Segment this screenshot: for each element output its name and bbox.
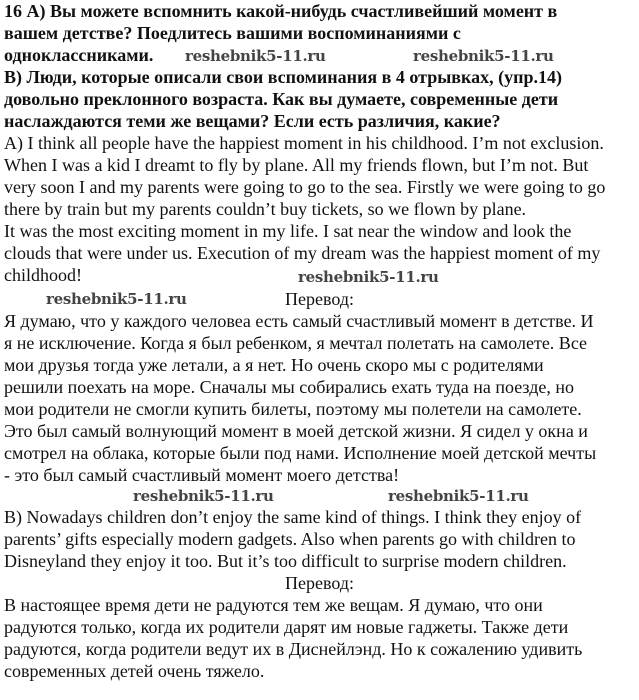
translation-line: В настоящее время дети не радуются тем же вещам. Я думаю, что они <box>4 595 543 615</box>
answer-line: When I was a kid I dreamt to fly by plane. All my friends flown, but I’m not. But <box>4 155 589 175</box>
answer-line: very soon I and my parents were going to go to the sea. Firstly we were going to go <box>4 177 606 197</box>
answer-line: Disneyland they enjoy it too. But it’s too difficult to surprise modern children. <box>4 551 567 571</box>
watermark: reshebnik5-11.ru <box>46 290 187 308</box>
translation-line: Это был самый волнующий момент в моей детской жизни. Я сидел у окна и <box>4 421 588 441</box>
task-line: наслаждаются теми же вещами? Если есть различия, какие? <box>4 111 501 131</box>
answer-line: It was the most exciting moment in my life. I sat near the window and look the <box>4 221 572 241</box>
task-line: 16 А) Вы можете вспомнить какой-нибудь счастливейший момент в <box>4 1 558 21</box>
answer-line: B) Nowadays children don’t enjoy the same kind of things. I think they enjoy of <box>4 507 582 527</box>
answer-line: there by train but my parents couldn’t buy tickets, so we flown by plane. <box>4 199 527 219</box>
translation-line: смотрел на облака, которые были под нами. Исполнение моей детской мечты <box>4 443 597 463</box>
translation-line: решили поехать на море. Сначалы мы собирались ехать туда на поезде, но <box>4 377 574 397</box>
translation-line: Я думаю, что у каждого человеа есть самый счастливый момент в детстве. И <box>4 311 594 331</box>
translation-line: я не исключение. Когда я был ребенком, я мечтал полетать на самолете. Все <box>4 333 588 353</box>
answer-line: A) I think all people have the happiest moment in his childhood. I’m not exclusion. <box>4 133 604 153</box>
translation-label: Перевод: <box>285 573 354 593</box>
watermark: reshebnik5-11.ru <box>298 268 439 286</box>
watermark: reshebnik5-11.ru <box>413 47 554 65</box>
answer-line: childhood! <box>4 265 82 285</box>
task-line: B) Люди, которые описали свои вспоминания в 4 отрывках, (упр.14) <box>4 67 562 87</box>
translation-line: современных детей очень тяжело. <box>4 661 265 681</box>
translation-line: радуются только, когда их родители дарят им новые гаджеты. Также дети <box>4 617 569 637</box>
watermark: reshebnik5-11.ru <box>133 487 274 505</box>
watermark: reshebnik5-11.ru <box>388 487 529 505</box>
answer-line: clouds that were under us. Execution of my dream was the happiest moment of my <box>4 243 601 263</box>
translation-line: мои друзья тогда уже летали, а я нет. Но очень скоро мы с родителями <box>4 355 544 375</box>
answer-line: parents’ gifts especially modern gadgets. Also when parents go with children to <box>4 529 576 549</box>
translation-line: - это был самый счастливый момент моего детства! <box>4 465 400 485</box>
task-line: одноклассниками. <box>4 45 154 65</box>
task-line: довольно преклонного возраста. Как вы думаете, современные дети <box>4 89 559 109</box>
translation-line: радуются, когда родители ведут их в Диснейлэнд. Но к сожалению удивить <box>4 639 583 659</box>
translation-line: мои родители не смогли купить билеты, поэтому мы полетели на самолете. <box>4 399 582 419</box>
watermark: reshebnik5-11.ru <box>185 47 326 65</box>
translation-label: Перевод: <box>285 289 354 309</box>
task-line: вашем детстве? Поедлитесь вашими воспоминаниями с <box>4 23 461 43</box>
